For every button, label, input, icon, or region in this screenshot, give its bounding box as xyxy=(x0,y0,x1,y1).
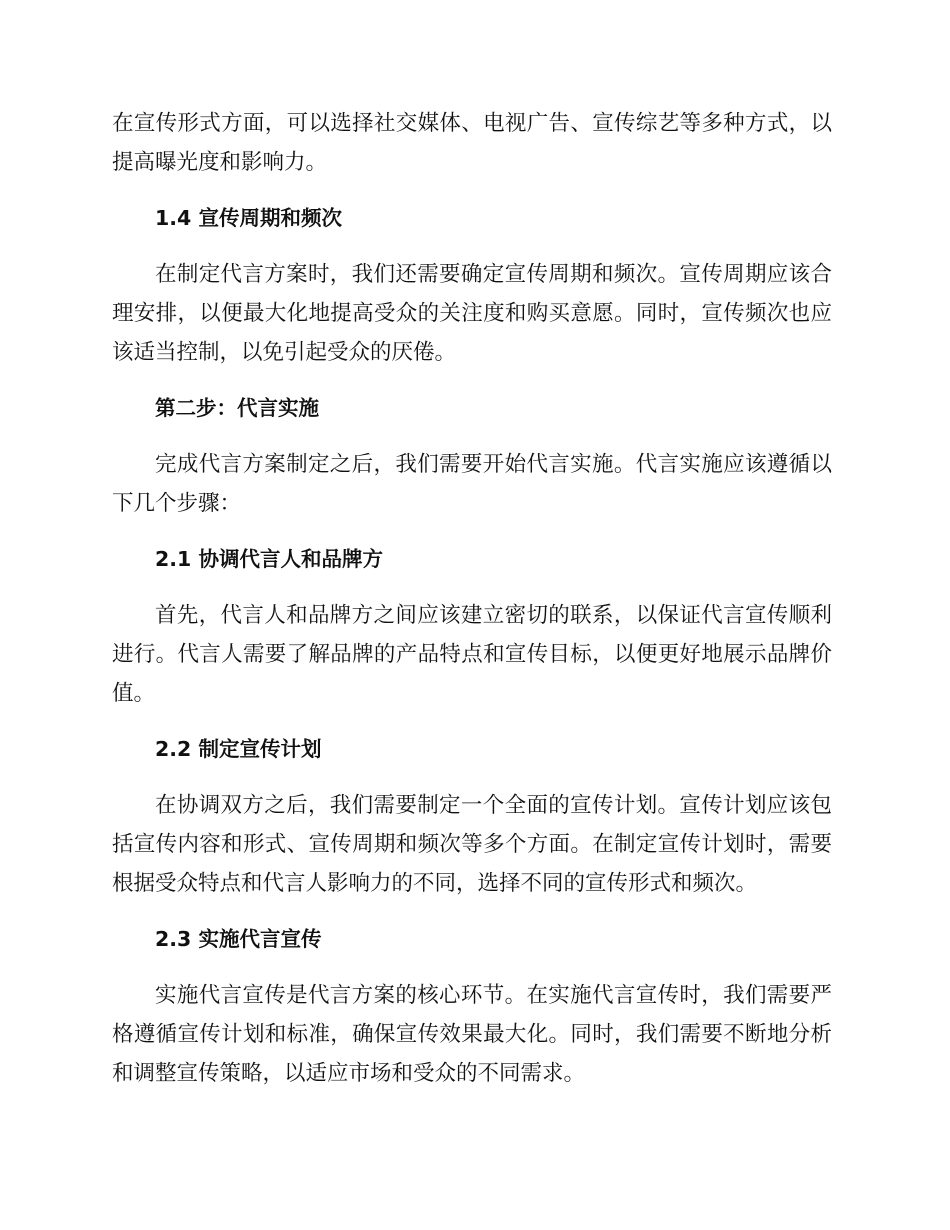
heading-1-4: 1.4 宣传周期和频次 xyxy=(155,206,342,230)
paragraph-implementation-intro: 完成代言方案制定之后，我们需要开始代言实施。代言实施应该遵循以下几个步骤： xyxy=(112,452,832,516)
paragraph-promotion-forms: 在宣传形式方面，可以选择社交媒体、电视广告、宣传综艺等多种方式，以提高曝光度和影响力。 xyxy=(112,111,832,175)
heading-2-3: 2.3 实施代言宣传 xyxy=(155,927,322,951)
paragraph-coordination: 首先，代言人和品牌方之间应该建立密切的联系，以保证代言宣传顺利进行。代言人需要了解品牌的产品特点和宣传目标，以便更好地展示品牌价值。 xyxy=(112,603,832,706)
paragraph-execution: 实施代言宣传是代言方案的核心环节。在实施代言宣传时，我们需要严格遵循宣传计划和标准，确保宣传效果最大化。同时，我们需要不断地分析和调整宣传策略，以适应市场和受众的不同需求。 xyxy=(112,983,832,1086)
paragraph-plan: 在协调双方之后，我们需要制定一个全面的宣传计划。宣传计划应该包括宣传内容和形式、宣传周期和频次等多个方面。在制定宣传计划时，需要根据受众特点和代言人影响力的不同，选择不同的宣传形式和频次。 xyxy=(112,793,832,896)
paragraph-cycle-frequency: 在制定代言方案时，我们还需要确定宣传周期和频次。宣传周期应该合理安排，以便最大化地提高受众的关注度和购买意愿。同时，宣传频次也应该适当控制，以免引起受众的厌倦。 xyxy=(112,262,832,365)
document-page xyxy=(112,104,832,1110)
heading-2-2: 2.2 制定宣传计划 xyxy=(155,737,322,761)
heading-2-1: 2.1 协调代言人和品牌方 xyxy=(155,547,383,571)
heading-step-two: 第二步：代言实施 xyxy=(155,396,319,420)
